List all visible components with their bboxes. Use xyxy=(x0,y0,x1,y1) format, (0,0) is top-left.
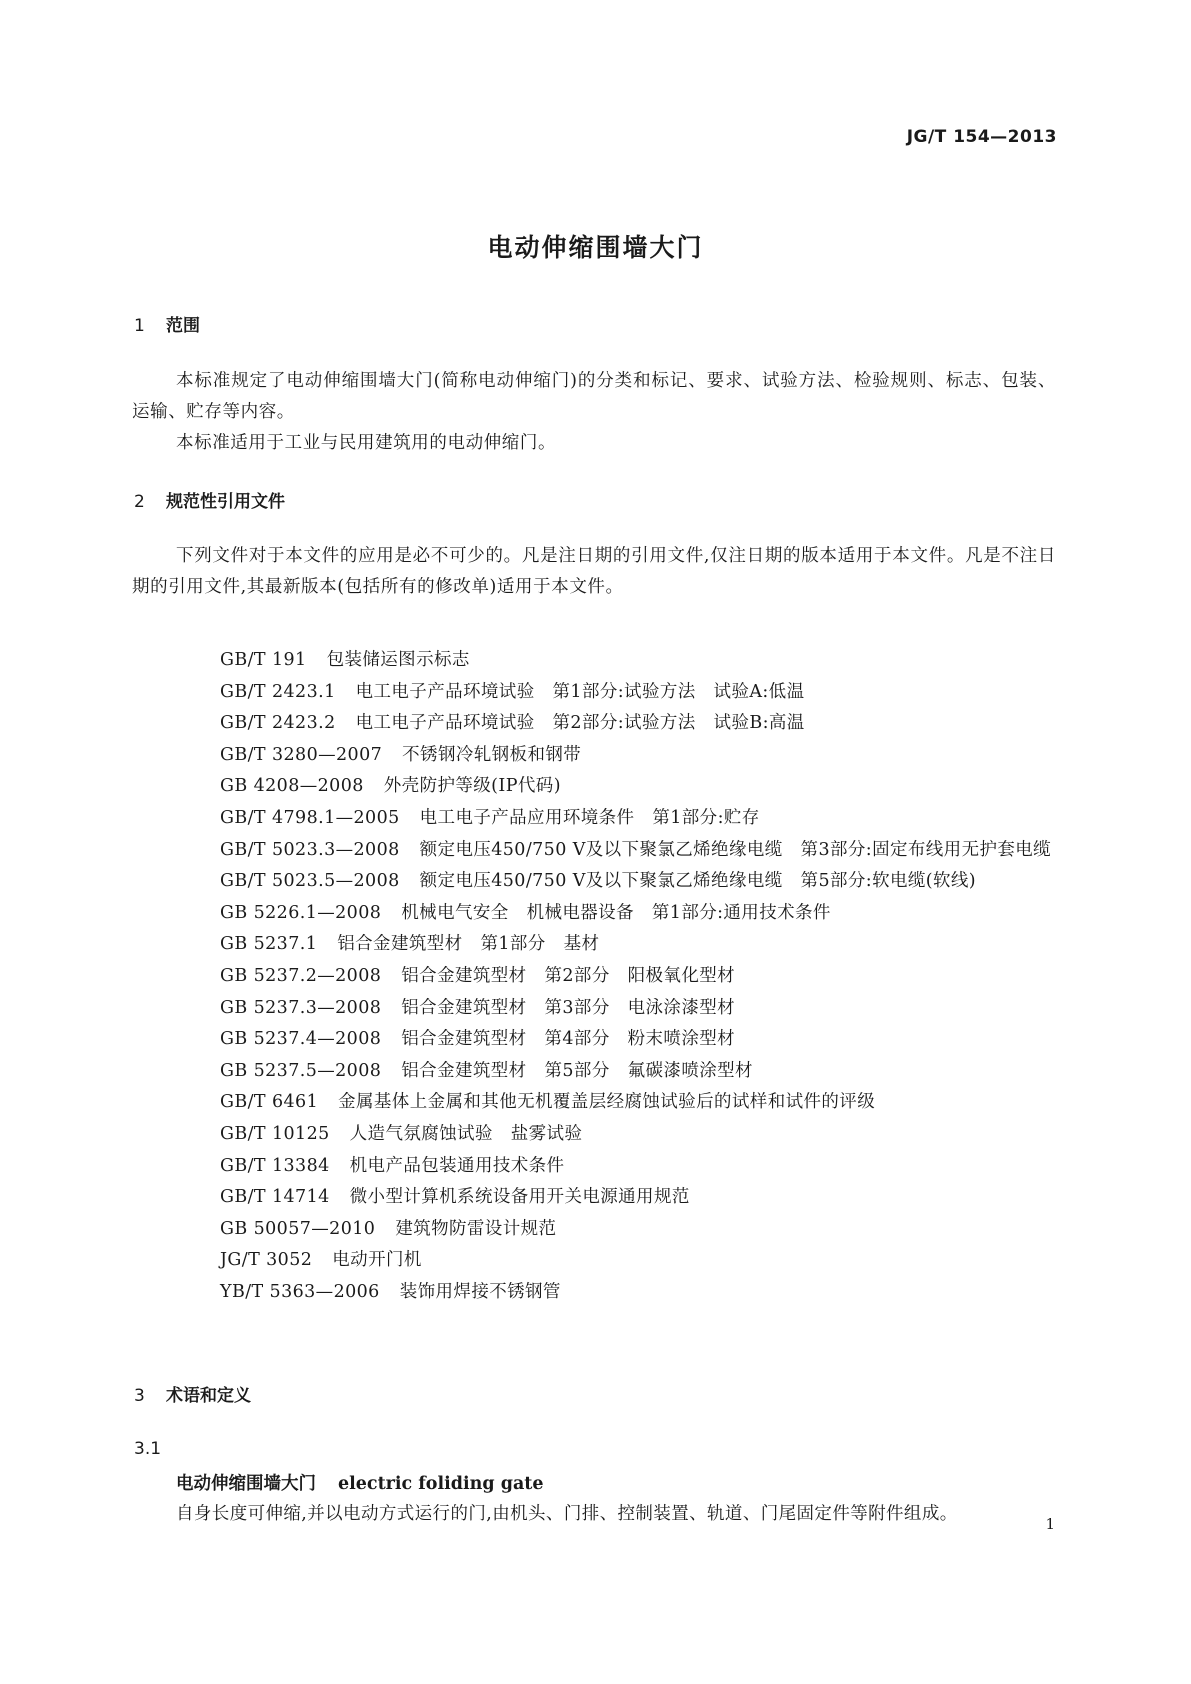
reference-code: GB/T 2423.1 xyxy=(220,681,336,702)
document-title: 电动伸缩围墙大门 xyxy=(487,233,704,262)
reference-code: GB/T 4798.1—2005 xyxy=(220,807,400,828)
reference-item xyxy=(132,1087,1056,1119)
term-number: 3.1 xyxy=(134,1439,162,1459)
reference-title: 电工电子产品环境试验 第1部分:试验方法 试验A:低温 xyxy=(355,681,805,702)
reference-code: GB/T 13384 xyxy=(220,1155,330,1176)
reference-code: GB/T 2423.2 xyxy=(220,713,336,734)
section-number: 3 xyxy=(134,1386,145,1406)
reference-title: 铝合金建筑型材 第2部分 阳极氧化型材 xyxy=(401,965,736,986)
reference-title: 人造气氛腐蚀试验 盐雾试验 xyxy=(349,1123,583,1144)
reference-code: GB 5237.1 xyxy=(220,934,318,955)
reference-list xyxy=(132,645,1056,1308)
reference-item xyxy=(132,866,1056,898)
reference-title: 建筑物防雷设计规范 xyxy=(395,1218,557,1239)
page-number: 1 xyxy=(1045,1515,1055,1533)
reference-title: 金属基体上金属和其他无机覆盖层经腐蚀试验后的试样和试件的评级 xyxy=(338,1092,876,1113)
reference-code: GB/T 6461 xyxy=(220,1092,319,1113)
reference-code: GB/T 191 xyxy=(220,650,307,670)
reference-title: 微小型计算机系统设备用开关电源通用规范 xyxy=(349,1187,690,1208)
references-intro-paragraph: 下列文件对于本文件的应用是必不可少的。凡是注日期的引用文件,仅注日期的版本适用于本文件。凡是不注日期的引用文件,其最新版本(包括所有的修改单)适用于本文件。 xyxy=(132,546,1056,597)
reference-item xyxy=(132,961,1056,993)
reference-code: GB 5226.1—2008 xyxy=(220,902,382,923)
reference-code: GB/T 10125 xyxy=(220,1123,330,1144)
reference-title: 不锈钢冷轧钢板和钢带 xyxy=(402,744,582,765)
reference-title: 电工电子产品环境试验 第2部分:试验方法 试验B:高温 xyxy=(355,713,805,734)
section-heading-scope xyxy=(134,311,200,336)
reference-code: GB 5237.4—2008 xyxy=(220,1029,382,1050)
scope-paragraph-2: 本标准适用于工业与民用建筑用的电动伸缩门。 xyxy=(176,433,557,453)
reference-code: GB 50057—2010 xyxy=(220,1218,376,1239)
reference-item xyxy=(132,771,1056,803)
section-heading-normative-references xyxy=(134,487,285,512)
reference-title: 机电产品包装通用技术条件 xyxy=(349,1155,565,1176)
section-heading-terms xyxy=(134,1381,251,1406)
reference-title: 机械电气安全 机械电器设备 第1部分:通用技术条件 xyxy=(401,902,831,923)
reference-item xyxy=(132,1277,1056,1309)
section-title: 规范性引用文件 xyxy=(166,492,285,512)
standard-number: JG/T 154—2013 xyxy=(906,127,1057,147)
reference-code: GB/T 14714 xyxy=(220,1187,330,1208)
reference-item xyxy=(132,677,1056,709)
term-definition: 自身长度可伸缩,并以电动方式运行的门,由机头、门排、控制装置、轨道、门尾固定件等附件组成。 xyxy=(176,1504,958,1524)
reference-item xyxy=(132,1151,1056,1183)
reference-title: 铝合金建筑型材 第4部分 粉末喷涂型材 xyxy=(401,1029,736,1050)
reference-item xyxy=(132,1245,1056,1277)
reference-item xyxy=(132,1182,1056,1214)
reference-title: 装饰用焊接不锈钢管 xyxy=(399,1281,561,1302)
reference-code: YB/T 5363—2006 xyxy=(220,1281,380,1302)
reference-item xyxy=(132,1024,1056,1056)
reference-code: JG/T 3052 xyxy=(220,1250,313,1271)
reference-item xyxy=(132,645,1056,677)
reference-code: GB 4208—2008 xyxy=(220,776,364,797)
reference-item xyxy=(132,1119,1056,1151)
reference-item xyxy=(132,993,1056,1025)
reference-code: GB/T 5023.5—2008 xyxy=(220,871,400,892)
reference-item xyxy=(132,1056,1056,1088)
reference-title: 包装储运图示标志 xyxy=(326,650,470,670)
section-title: 范围 xyxy=(166,316,200,336)
reference-item xyxy=(132,898,1056,930)
reference-code: GB/T 5023.3—2008 xyxy=(220,839,400,860)
reference-item xyxy=(132,740,1056,772)
reference-title: 额定电压450/750 V及以下聚氯乙烯绝缘电缆 第3部分:固定布线用无护套电缆 xyxy=(419,839,1052,860)
reference-item xyxy=(132,708,1056,740)
scope-paragraph-1: 本标准规定了电动伸缩围墙大门(简称电动伸缩门)的分类和标记、要求、试验方法、检验规则、标志、包装、运输、贮存等内容。 xyxy=(132,371,1056,422)
reference-title: 电动开门机 xyxy=(332,1250,422,1271)
reference-code: GB 5237.2—2008 xyxy=(220,965,382,986)
reference-title: 铝合金建筑型材 第3部分 电泳涂漆型材 xyxy=(401,997,736,1018)
reference-item xyxy=(132,803,1056,835)
reference-title: 铝合金建筑型材 第5部分 氟碳漆喷涂型材 xyxy=(401,1060,753,1081)
section-number: 1 xyxy=(134,316,145,336)
reference-title: 外壳防护等级(IP代码) xyxy=(383,776,561,797)
reference-code: GB/T 3280—2007 xyxy=(220,744,383,765)
term-name-zh: 电动伸缩围墙大门 xyxy=(176,1474,316,1494)
reference-code: GB 5237.3—2008 xyxy=(220,997,382,1018)
reference-title: 额定电压450/750 V及以下聚氯乙烯绝缘电缆 第5部分:软电缆(软线) xyxy=(419,871,977,892)
reference-item xyxy=(132,835,1056,867)
term-name xyxy=(176,1470,544,1495)
section-title: 术语和定义 xyxy=(166,1386,251,1406)
reference-title: 铝合金建筑型材 第1部分 基材 xyxy=(337,934,600,955)
reference-code: GB 5237.5—2008 xyxy=(220,1060,382,1081)
reference-item xyxy=(132,929,1056,961)
reference-item xyxy=(132,1214,1056,1246)
reference-title: 电工电子产品应用环境条件 第1部分:贮存 xyxy=(419,807,760,828)
section-number: 2 xyxy=(134,492,145,512)
term-name-en: electric foliding gate xyxy=(338,1474,544,1494)
